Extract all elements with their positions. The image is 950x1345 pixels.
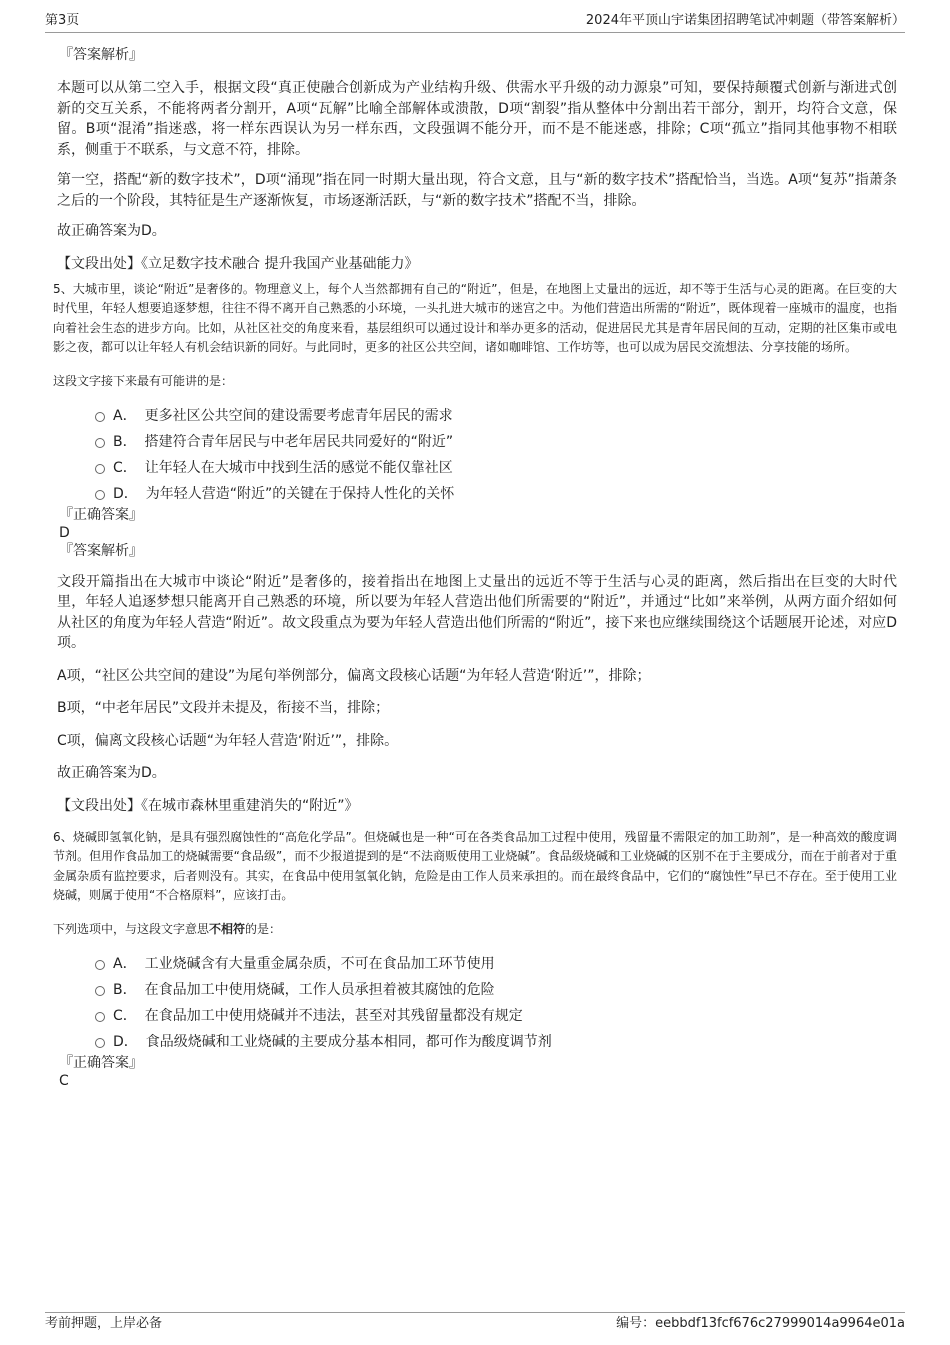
source-citation: 【文段出处】《立足数字技术融合 提升我国产业基础能力》 [57, 255, 419, 272]
analysis-label: 『答案解析』 [59, 542, 143, 559]
radio-icon[interactable] [95, 438, 105, 448]
radio-icon[interactable] [95, 464, 105, 474]
document-title: 2024年平顶山宇诺集团招聘笔试冲刺题（带答案解析） [585, 13, 905, 28]
footer-slogan: 考前押题，上岸必备 [45, 1316, 163, 1331]
document-id: 编号：eebbdf13fcf676c27999014a9964e01a [616, 1316, 905, 1331]
page-header [45, 12, 905, 33]
option-c[interactable]: C． 在食品加工中使用烧碱并不违法，甚至对其残留量都没有规定 [95, 1002, 897, 1028]
radio-icon[interactable] [95, 960, 105, 970]
radio-icon[interactable] [95, 412, 105, 422]
answer-value: C [59, 1072, 69, 1089]
question-6-prompt: 下列选项中，与这段文字意思不相符的是： [53, 921, 282, 936]
analysis-paragraph: A项，“社区公共空间的建设”为尾句举例部分，偏离文段核心话题“为年轻人营造‘附近’”，排除； [57, 667, 651, 684]
option-a[interactable]: A． 更多社区公共空间的建设需要考虑青年居民的需求 [95, 402, 897, 428]
analysis-paragraph: 第一空，搭配“新的数字技术”，D项“涌现”指在同一时期大量出现，符合文意，且与“新的数字技术”搭配恰当，当选。A项“复苏”指萧条之后的一个阶段，其特征是生产逐渐恢复，市场逐渐活跃，与“新的数字技术”搭配不当，排除。 [57, 172, 897, 209]
question-5-text: 5、大城市里，谈论“附近”是奢侈的。物理意义上，每个人当然都拥有自己的“附近”，但是，在地图上丈量出的远近，却不等于生活与心灵的距离。在巨变的大时代里，年轻人想要追逐梦想，往往不得不离开自己熟悉的小环境，一头扎进大城市的迷宫之中。为他们营造出所需的“附近”，既体现着一座城市的温度，也指向着社会生态的进步方向。比如，从社区社交的角度来看，基层组织可以通过设计和举办更多的活动，促进居民尤其是青年居民间的互动，定期的社区集市或电影之夜，都可以让年轻人有机会结识新的同好。与此同时，更多的社区公共空间，诸如咖啡馆、工作坊等，也可以成为居民交流想法、分享技能的场所。 [53, 281, 897, 354]
question-6-options [95, 950, 897, 1054]
radio-icon[interactable] [95, 1012, 105, 1022]
radio-icon[interactable] [95, 490, 105, 500]
analysis-paragraph: C项，偏离文段核心话题“为年轻人营造‘附近’”，排除。 [57, 732, 399, 749]
answer-value: D [59, 524, 70, 541]
option-b[interactable]: B． 在食品加工中使用烧碱，工作人员承担着被其腐蚀的危险 [95, 976, 897, 1002]
option-b[interactable]: B． 搭建符合青年居民与中老年居民共同爱好的“附近” [95, 428, 897, 454]
option-d[interactable]: D． 为年轻人营造“附近”的关键在于保持人性化的关怀 [95, 480, 897, 506]
analysis-paragraph: 文段开篇指出在大城市中谈论“附近”是奢侈的，接着指出在地图上丈量出的远近不等于生活与心灵的距离，然后指出在巨变的大时代里，年轻人追逐梦想只能离开自己熟悉的环境，所以要为年轻人营造出他们所需要的“附近”，并通过“比如”来举例，从两方面介绍如何从社区的角度为年轻人营造“附近”。故文段重点为要为年轻人营造出他们所需的“附近”，接下来也应继续围绕这个话题展开论述，对应D项。 [57, 573, 897, 651]
answer-label: 『正确答案』 [59, 1054, 143, 1071]
source-citation: 【文段出处】《在城市森林里重建消失的“附近”》 [57, 797, 359, 814]
page-footer [45, 1312, 905, 1333]
answer-label: 『正确答案』 [59, 506, 143, 523]
option-a[interactable]: A． 工业烧碱含有大量重金属杂质，不可在食品加工环节使用 [95, 950, 897, 976]
analysis-conclusion: 故正确答案为D。 [57, 765, 166, 781]
option-c[interactable]: C． 让年轻人在大城市中找到生活的感觉不能仅靠社区 [95, 454, 897, 480]
question-6-text: 6、烧碱即氢氧化钠，是具有强烈腐蚀性的“高危化学品”。但烧碱也是一种“可在各类食品加工过程中使用，残留量不需限定的加工助剂”，是一种高效的酸度调节剂。但用作食品加工的烧碱需要“食品级”，而不少报道提到的是“不法商贩使用工业烧碱”。食品级烧碱和工业烧碱的区别不在于主要成分，而在于前者对于重金属杂质有监控要求，后者则没有。其实，在食品中使用氢氧化钠，危险是由工作人员来承担的。而在最终食品中，它们的“腐蚀性”早已不存在。至于使用工业烧碱，则属于使用“不合格原料”，应该打击。 [53, 829, 897, 902]
analysis-paragraph: B项，“中老年居民”文段并未提及，衔接不当，排除； [57, 700, 390, 716]
analysis-paragraph: 本题可以从第二空入手，根据文段“真正使融合创新成为产业结构升级、供需水平升级的动力源泉”可知，要保持颠覆式创新与渐进式创新的交互关系，不能将两者分割开，A项“瓦解”比喻全部解体或溃散，D项“割裂”指从整体中分割出若干部分，割开，均符合文意，保留。B项“混淆”指迷惑，将一样东西误认为另一样东西，文段强调不能分开，而不是不能迷惑，排除；C项“孤立”指同其他事物不相联系，侧重于不联系，与文意不符，排除。 [57, 80, 897, 158]
option-d[interactable]: D． 食品级烧碱和工业烧碱的主要成分基本相同，都可作为酸度调节剂 [95, 1028, 897, 1054]
radio-icon[interactable] [95, 986, 105, 996]
page-number: 第3页 [45, 13, 80, 28]
radio-icon[interactable] [95, 1038, 105, 1048]
emphasis-text: 不相符 [209, 921, 246, 936]
question-5-options [95, 402, 897, 506]
analysis-label: 『答案解析』 [59, 47, 143, 63]
main-content [53, 46, 897, 1090]
question-5-prompt: 这段文字接下来最有可能讲的是： [53, 373, 234, 388]
analysis-conclusion: 故正确答案为D。 [57, 223, 166, 239]
